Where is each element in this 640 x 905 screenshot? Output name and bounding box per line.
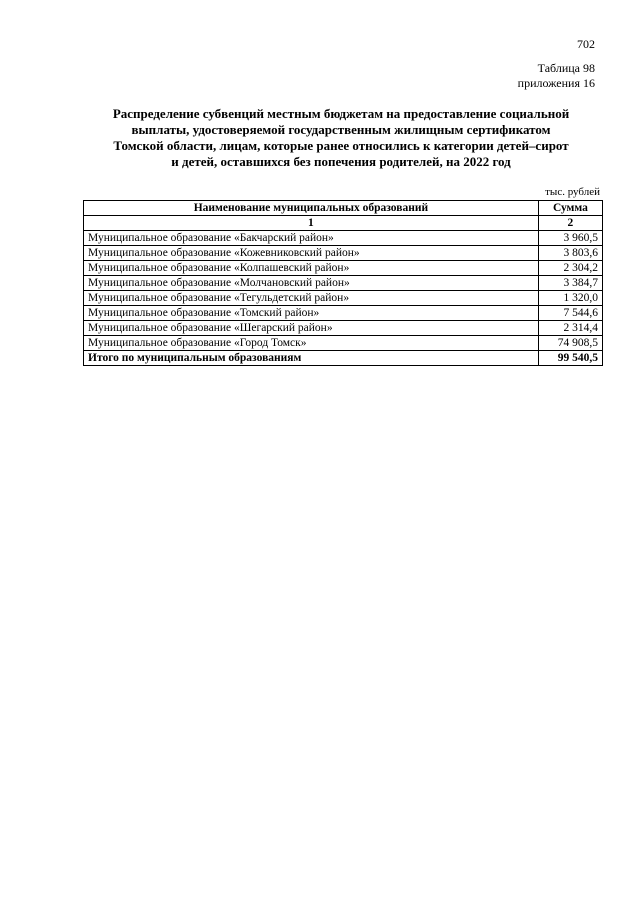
header-sum: Сумма xyxy=(538,201,602,216)
table-row xyxy=(84,231,603,246)
table-reference: Таблица 98 xyxy=(537,61,595,75)
row-name: Муниципальное образование «Бакчарский район» xyxy=(84,231,539,246)
row-name: Муниципальное образование «Тегульдетский район» xyxy=(84,291,539,306)
table-row xyxy=(84,246,603,261)
page-number: 702 xyxy=(577,37,595,51)
table-row xyxy=(84,261,603,276)
row-sum: 3 803,6 xyxy=(538,246,602,261)
column-number-sum: 2 xyxy=(538,216,602,231)
header-name: Наименование муниципальных образований xyxy=(84,201,539,216)
column-number-name: 1 xyxy=(84,216,539,231)
row-name: Муниципальное образование «Томский район» xyxy=(84,306,539,321)
row-sum: 1 320,0 xyxy=(538,291,602,306)
title-line: и детей, оставшихся без попечения родителей, на 2022 год xyxy=(171,154,511,169)
row-sum: 3 960,5 xyxy=(538,231,602,246)
title-line: Томской области, лицам, которые ранее относились к категории детей–сирот xyxy=(113,138,569,153)
row-name: Муниципальное образование «Шегарский район» xyxy=(84,321,539,336)
table-row xyxy=(84,321,603,336)
row-name: Муниципальное образование «Молчановский район» xyxy=(84,276,539,291)
appendix-reference: приложения 16 xyxy=(517,76,595,90)
row-sum: 2 304,2 xyxy=(538,261,602,276)
row-name: Муниципальное образование «Кожевниковский район» xyxy=(84,246,539,261)
title-line: выплаты, удостоверяемой государственным жилищным сертификатом xyxy=(131,122,551,137)
table-row xyxy=(84,291,603,306)
units-label: тыс. рублей xyxy=(545,186,600,198)
total-row xyxy=(84,351,603,366)
column-number-row xyxy=(84,216,603,231)
row-sum: 74 908,5 xyxy=(538,336,602,351)
total-sum: 99 540,5 xyxy=(538,351,602,366)
title-line: Распределение субвенций местным бюджетам на предоставление социальной xyxy=(112,106,570,121)
row-sum: 3 384,7 xyxy=(538,276,602,291)
subvention-table xyxy=(83,200,603,366)
table-header-row xyxy=(84,201,603,216)
row-sum: 2 314,4 xyxy=(538,321,602,336)
row-name: Муниципальное образование «Город Томск» xyxy=(84,336,539,351)
table-row xyxy=(84,276,603,291)
total-name: Итого по муниципальным образованиям xyxy=(84,351,539,366)
row-sum: 7 544,6 xyxy=(538,306,602,321)
table-row xyxy=(84,336,603,351)
row-name: Муниципальное образование «Колпашевский район» xyxy=(84,261,539,276)
document-title xyxy=(80,106,602,170)
table-row xyxy=(84,306,603,321)
